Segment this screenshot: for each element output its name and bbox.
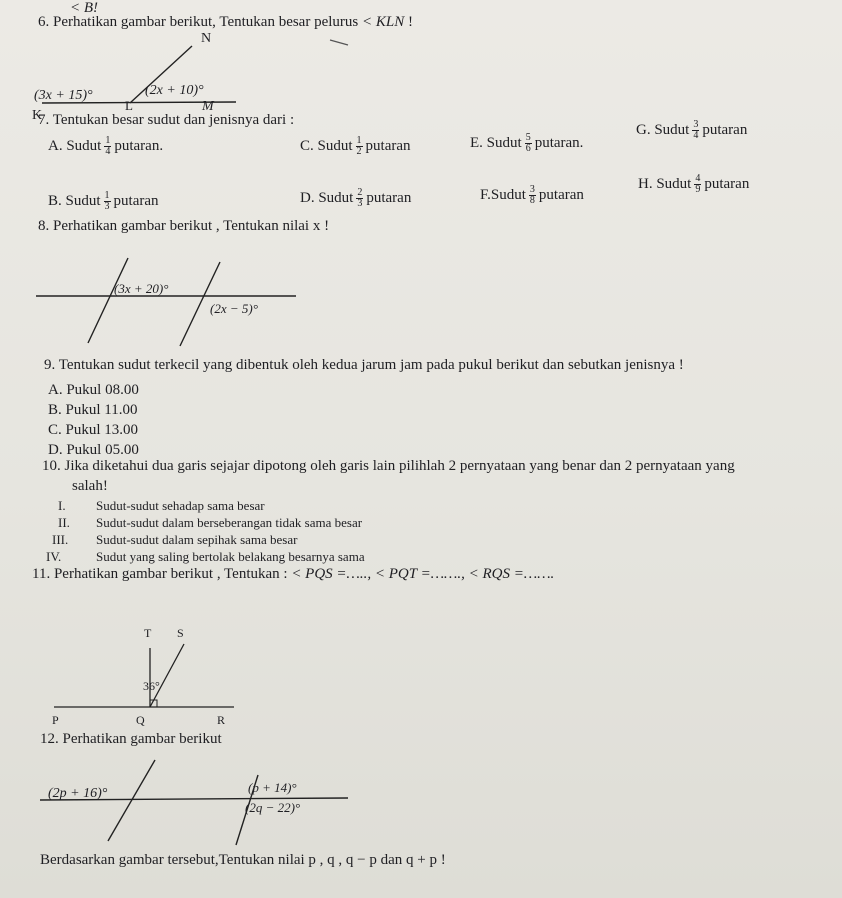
q9-item-a: A. Pukul 08.00 <box>48 382 139 398</box>
q10-text2: salah! <box>72 478 108 494</box>
q10-number: 10. <box>42 458 61 474</box>
q11-label-p: P <box>52 713 59 727</box>
q11-label-t: T <box>144 626 152 640</box>
q6-number: 6. <box>38 14 50 30</box>
q12-text: Perhatikan gambar berikut <box>62 731 222 747</box>
q11-math: < PQS =….., < PQT =……., < RQS =……. <box>291 566 555 582</box>
q10-item-3: III. Sudut-sudut dalam sepihak sama besar <box>52 532 298 547</box>
q7-option-d: D. Sudut $\frac{2}{3}$ putaran <box>300 187 412 209</box>
q7-option-f: F.Sudut $\frac{3}{8}$ putaran <box>480 184 584 206</box>
q11-label-s: S <box>177 626 184 640</box>
top-fragment: < B! <box>70 0 99 16</box>
q11-text: Perhatikan gambar berikut , Tentukan : <box>53 566 288 582</box>
q6-label-n: N <box>201 31 212 46</box>
q12-bottom-angle: (2q − 22)° <box>245 800 301 815</box>
q7-option-h: H. Sudut $\frac{4}{9}$ putaran <box>638 173 750 195</box>
q8-bottom-angle: (2x − 5)° <box>210 301 258 316</box>
q10-text: Jika diketahui dua garis sejajar dipotong oleh garis lain pilihlah 2 pernyataan yang benar dan 2 pernyataan yang <box>64 458 735 474</box>
q9-item-c: C. Pukul 13.00 <box>48 422 139 438</box>
q10-item-4: IV. Sudut yang saling bertolak belakang besarnya sama <box>46 549 365 564</box>
q7-option-b: B. Sudut $\frac{1}{3}$ putaran <box>48 190 159 212</box>
q10-item-1: I. Sudut-sudut sehadap sama besar <box>58 498 265 513</box>
q7-number: 7. <box>38 112 50 128</box>
q11-angle-label: 36° <box>143 679 160 693</box>
q12-top-angle: (p + 14)° <box>248 780 297 795</box>
q7-text: Tentukan besar sudut dan jenisnya dari : <box>52 112 295 128</box>
q12-transversal-1 <box>108 760 155 841</box>
q9-number: 9. <box>44 357 56 373</box>
q8-number: 8. <box>38 218 50 234</box>
q6-label-l: L <box>125 98 133 113</box>
q6-label-m: M <box>202 99 214 114</box>
q6-left-angle: (3x + 15)° <box>34 88 93 103</box>
q9-item-b: B. Pukul 11.00 <box>48 402 138 418</box>
q9-text: Tentukan sudut terkecil yang dibentuk oleh kedua jarum jam pada pukul berikut dan sebutkan jenisnya ! <box>58 357 684 373</box>
q6-label-k: K <box>32 108 43 123</box>
q7-option-a: A. Sudut $\frac{1}{4}$ putaran. <box>48 135 164 157</box>
q10-item-2: II. Sudut-sudut dalam berseberangan tidak sama besar <box>58 515 363 530</box>
q11-label-r: R <box>217 713 226 727</box>
q11-number: 11. <box>32 566 51 582</box>
q7-option-g: G. Sudut $\frac{3}{4}$ putaran <box>636 119 748 141</box>
q6-math: < KLN <box>362 14 405 30</box>
q7-option-e: E. Sudut $\frac{5}{6}$ putaran. <box>470 132 584 154</box>
q7-option-c: C. Sudut $\frac{1}{2}$ putaran <box>300 135 411 157</box>
q12-footer: Berdasarkan gambar tersebut,Tentukan nilai p , q , q − p dan q + p ! <box>40 852 446 868</box>
q11-label-q: Q <box>136 713 145 727</box>
q12-number: 12. <box>40 731 59 747</box>
q8-top-angle: (3x + 20)° <box>114 281 169 296</box>
q6-right-angle: (2x + 10)° <box>145 83 204 98</box>
q9-item-d: D. Pukul 05.00 <box>48 442 139 458</box>
q6-end: ! <box>407 14 413 30</box>
q6-text: Perhatikan gambar berikut, Tentukan besar pelurus <box>53 14 359 30</box>
q8-text: Perhatikan gambar berikut , Tentukan nilai x ! <box>53 218 330 234</box>
q12-left-angle: (2p + 16)° <box>48 786 108 801</box>
